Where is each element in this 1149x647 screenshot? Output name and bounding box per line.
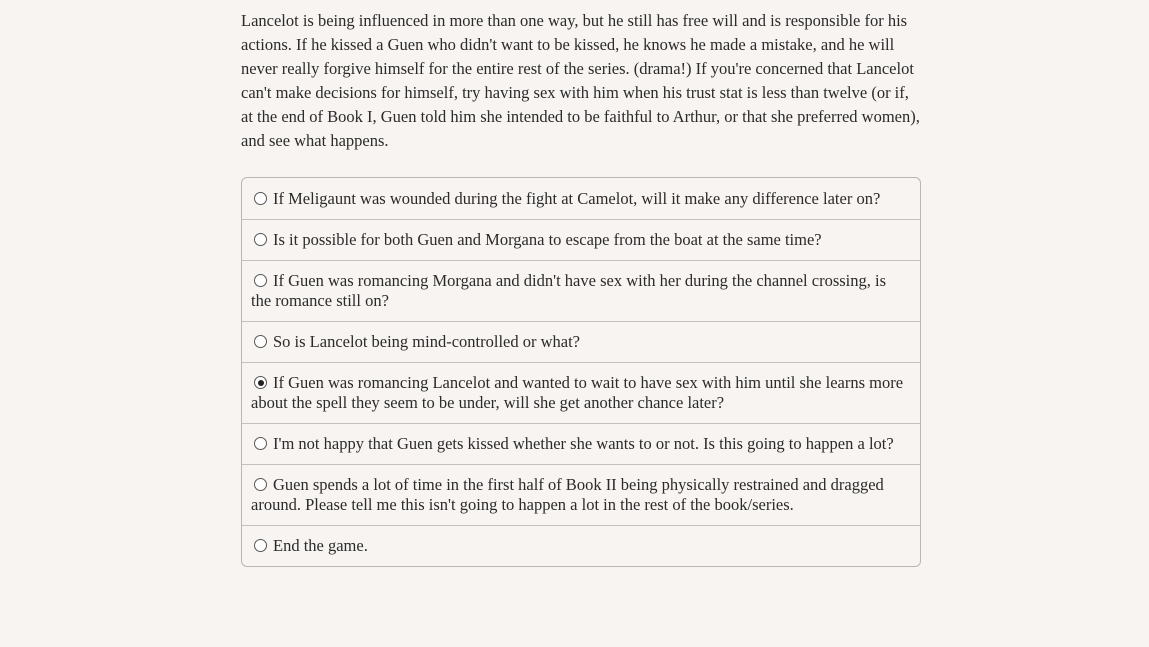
choice-label: So is Lancelot being mind-controlled or what? xyxy=(273,332,581,351)
choice-option[interactable] xyxy=(242,178,920,219)
choice-label: End the game. xyxy=(273,536,368,555)
choice-label: I'm not happy that Guen gets kissed whether she wants to or not. Is this going to happen a lot? xyxy=(273,434,894,453)
choice-option[interactable] xyxy=(242,464,920,525)
choice-label: Is it possible for both Guen and Morgana to escape from the boat at the same time? xyxy=(273,230,822,249)
radio-button-icon[interactable] xyxy=(254,478,267,491)
story-page xyxy=(241,0,921,567)
choice-option-selected[interactable] xyxy=(242,362,920,423)
choice-label: If Guen was romancing Lancelot and wanted to wait to have sex with him until she learns more about the spell they seem to be under, will she get another chance later? xyxy=(251,373,904,412)
radio-button-icon[interactable] xyxy=(254,192,267,205)
radio-button-icon[interactable] xyxy=(254,233,267,246)
choice-label: Guen spends a lot of time in the first half of Book II being physically restrained and dragged around. Please tell me this isn't going to happen a lot in the rest of the book/series. xyxy=(251,475,884,514)
radio-button-icon[interactable] xyxy=(254,437,267,450)
radio-button-icon[interactable] xyxy=(254,274,267,287)
choice-option[interactable] xyxy=(242,423,920,464)
radio-button-icon[interactable] xyxy=(254,539,267,552)
choice-label: If Meligaunt was wounded during the fight at Camelot, will it make any difference later on? xyxy=(273,189,881,208)
choice-option-end-game[interactable] xyxy=(242,525,920,566)
choice-list xyxy=(241,177,921,567)
story-passage: Lancelot is being influenced in more than one way, but he still has free will and is responsible for his actions. If he kissed a Guen who didn't want to be kissed, he knows he made a mistake, and he will never really forgive himself for the entire rest of the series. (drama!) If you're concerned that Lancelot can't make decisions for himself, try having sex with him when his trust stat is less than twelve (or if, at the end of Book I, Guen told him she intended to be faithful to Arthur, or that she preferred women), and see what happens. xyxy=(241,11,920,150)
choice-label: If Guen was romancing Morgana and didn't have sex with her during the channel crossing, is the romance still on? xyxy=(251,271,887,310)
radio-button-selected-icon[interactable] xyxy=(254,376,267,389)
radio-button-icon[interactable] xyxy=(254,335,267,348)
choice-option[interactable] xyxy=(242,260,920,321)
choice-option[interactable] xyxy=(242,321,920,362)
choice-option[interactable] xyxy=(242,219,920,260)
